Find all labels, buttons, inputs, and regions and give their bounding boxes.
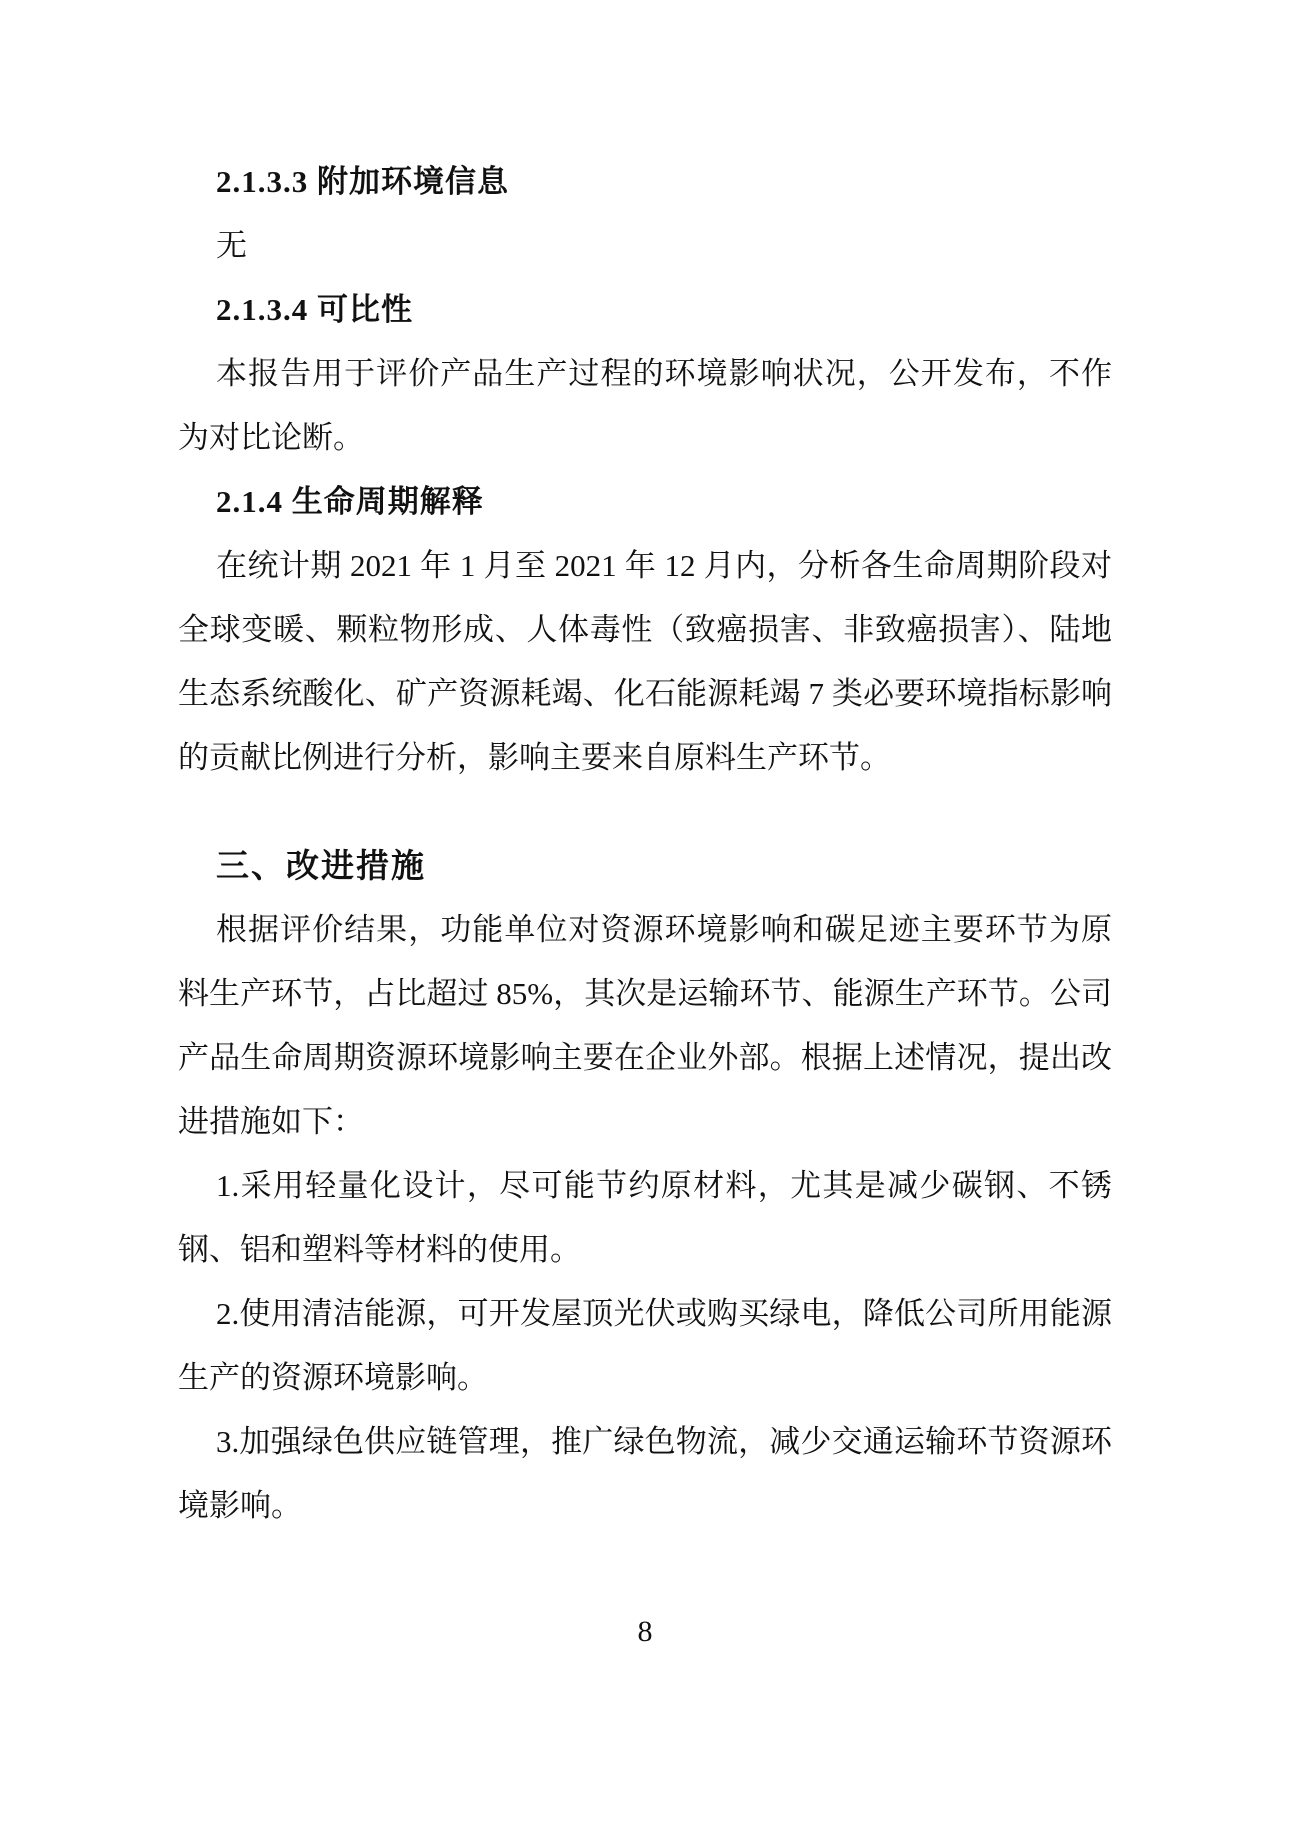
document-page <box>178 150 1112 1538</box>
heading-2-1-4: 2.1.4 生命周期解释 <box>216 484 484 519</box>
paragraph-comparability: 本报告用于评价产品生产过程的环境影响状况，公开发布，不作为对比论断。 <box>178 356 1112 455</box>
paragraph-additional-env-info: 无 <box>216 228 247 263</box>
list-item-measure-3: 3.加强绿色供应链管理，推广绿色物流，减少交通运输环节资源环境影响。 <box>178 1424 1112 1523</box>
heading-improvement-measures: 三、改进措施 <box>216 847 426 884</box>
heading-2-1-3-3: 2.1.3.3 附加环境信息 <box>216 164 509 199</box>
heading-2-1-3-4: 2.1.3.4 可比性 <box>216 292 413 327</box>
list-item-measure-1: 1.采用轻量化设计，尽可能节约原材料，尤其是减少碳钢、不锈钢、铝和塑料等材料的使用。 <box>178 1168 1112 1267</box>
list-item-measure-2: 2.使用清洁能源，可开发屋顶光伏或购买绿电，降低公司所用能源生产的资源环境影响。 <box>178 1296 1112 1395</box>
paragraph-improvement-intro: 根据评价结果，功能单位对资源环境影响和碳足迹主要环节为原料生产环节，占比超过 85%，其次是运输环节、能源生产环节。公司产品生命周期资源环境影响主要在企业外部。根据上述情况，提出改进措施如下： <box>178 912 1112 1139</box>
paragraph-lifecycle-interpretation: 在统计期 2021 年 1 月至 2021 年 12 月内，分析各生命周期阶段对全球变暖、颗粒物形成、人体毒性（致癌损害、非致癌损害）、陆地生态系统酸化、矿产资源耗竭、化石能源耗竭 7 类必要环境指标影响的贡献比例进行分析，影响主要来自原料生产环节。 <box>178 548 1112 775</box>
page-number: 8 <box>637 1615 653 1648</box>
